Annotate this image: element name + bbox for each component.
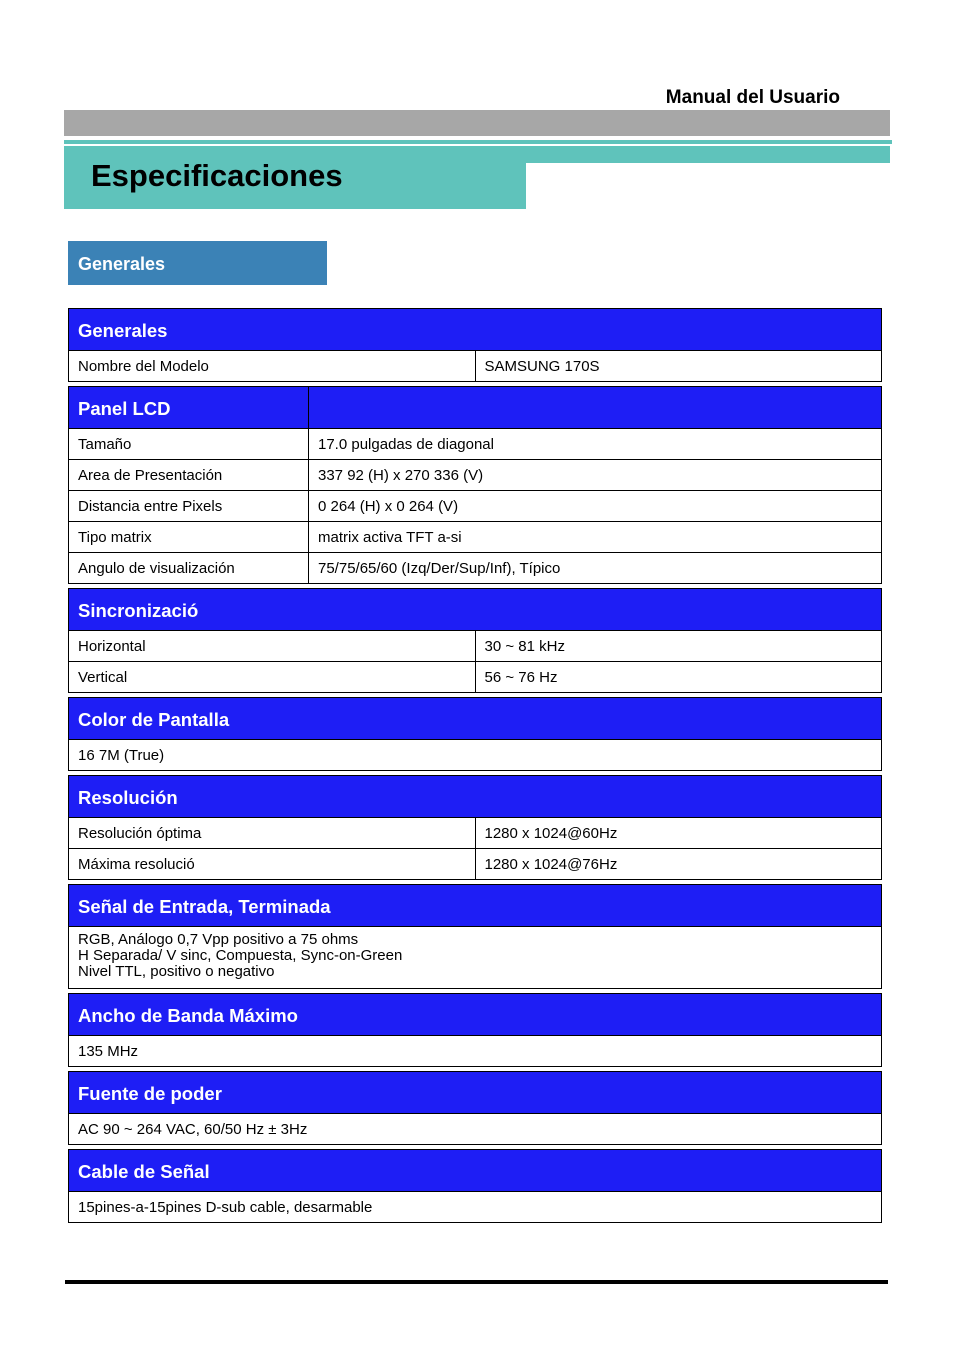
spec-value: 1280 x 1024@76Hz xyxy=(475,849,882,880)
spec-section-color-de-pantalla xyxy=(68,697,882,771)
spec-label: Nombre del Modelo xyxy=(69,351,476,382)
spec-value: 16 7M (True) xyxy=(69,740,882,771)
title-banner xyxy=(64,146,526,209)
spec-section-ancho-de-banda xyxy=(68,993,882,1067)
spec-value: 135 MHz xyxy=(69,1036,882,1067)
spec-value: 337 92 (H) x 270 336 (V) xyxy=(309,460,882,491)
spec-value: 75/75/65/60 (Izq/Der/Sup/Inf), Típico xyxy=(309,553,882,584)
spec-value: 15pines-a-15pines D-sub cable, desarmable xyxy=(69,1192,882,1223)
header-gray-bar xyxy=(64,110,890,136)
header-teal-rule xyxy=(64,140,892,144)
spec-tables xyxy=(68,308,882,1227)
spec-label: Horizontal xyxy=(69,631,476,662)
spec-label: Tamaño xyxy=(69,429,309,460)
spec-section-senal-de-entrada xyxy=(68,884,882,989)
spec-section-cable-de-senal xyxy=(68,1149,882,1223)
spec-value: RGB, Análogo 0,7 Vpp positivo a 75 ohms H Separada/ V sinc, Compuesta, Sync-on-Green Nivel TTL, positivo o negativo xyxy=(69,927,882,989)
spec-label: Angulo de visualización xyxy=(69,553,309,584)
spec-section-fuente-de-poder xyxy=(68,1071,882,1145)
section-heading: Fuente de poder xyxy=(69,1072,882,1114)
page-title: Especificaciones xyxy=(91,158,343,193)
footer-rule xyxy=(65,1280,888,1284)
section-heading: Generales xyxy=(69,309,882,351)
section-tab-generales[interactable]: Generales xyxy=(68,241,327,285)
spec-section-generales xyxy=(68,308,882,382)
banner-corner xyxy=(526,163,890,213)
section-heading: Sincronizació xyxy=(69,589,882,631)
section-heading: Color de Pantalla xyxy=(69,698,882,740)
spec-value: 0 264 (H) x 0 264 (V) xyxy=(309,491,882,522)
banner-teal-strip xyxy=(526,146,890,163)
document-title: Manual del Usuario xyxy=(665,87,840,108)
section-heading: Panel LCD xyxy=(69,387,309,429)
spec-section-resolucion xyxy=(68,775,882,880)
spec-label: Distancia entre Pixels xyxy=(69,491,309,522)
section-heading-empty xyxy=(309,387,882,429)
section-heading: Ancho de Banda Máximo xyxy=(69,994,882,1036)
section-heading: Señal de Entrada, Terminada xyxy=(69,885,882,927)
section-heading: Cable de Señal xyxy=(69,1150,882,1192)
spec-label: Tipo matrix xyxy=(69,522,309,553)
spec-label: Vertical xyxy=(69,662,476,693)
spec-section-panel-lcd xyxy=(68,386,882,584)
spec-value: 1280 x 1024@60Hz xyxy=(475,818,882,849)
spec-value: 17.0 pulgadas de diagonal xyxy=(309,429,882,460)
spec-label: Area de Presentación xyxy=(69,460,309,491)
spec-value: SAMSUNG 170S xyxy=(475,351,882,382)
spec-value: 56 ~ 76 Hz xyxy=(475,662,882,693)
spec-value: 30 ~ 81 kHz xyxy=(475,631,882,662)
spec-value: matrix activa TFT a-si xyxy=(309,522,882,553)
section-heading: Resolución xyxy=(69,776,882,818)
spec-value: AC 90 ~ 264 VAC, 60/50 Hz ± 3Hz xyxy=(69,1114,882,1145)
spec-section-sincronizacion xyxy=(68,588,882,693)
spec-label: Resolución óptima xyxy=(69,818,476,849)
spec-label: Máxima resolució xyxy=(69,849,476,880)
